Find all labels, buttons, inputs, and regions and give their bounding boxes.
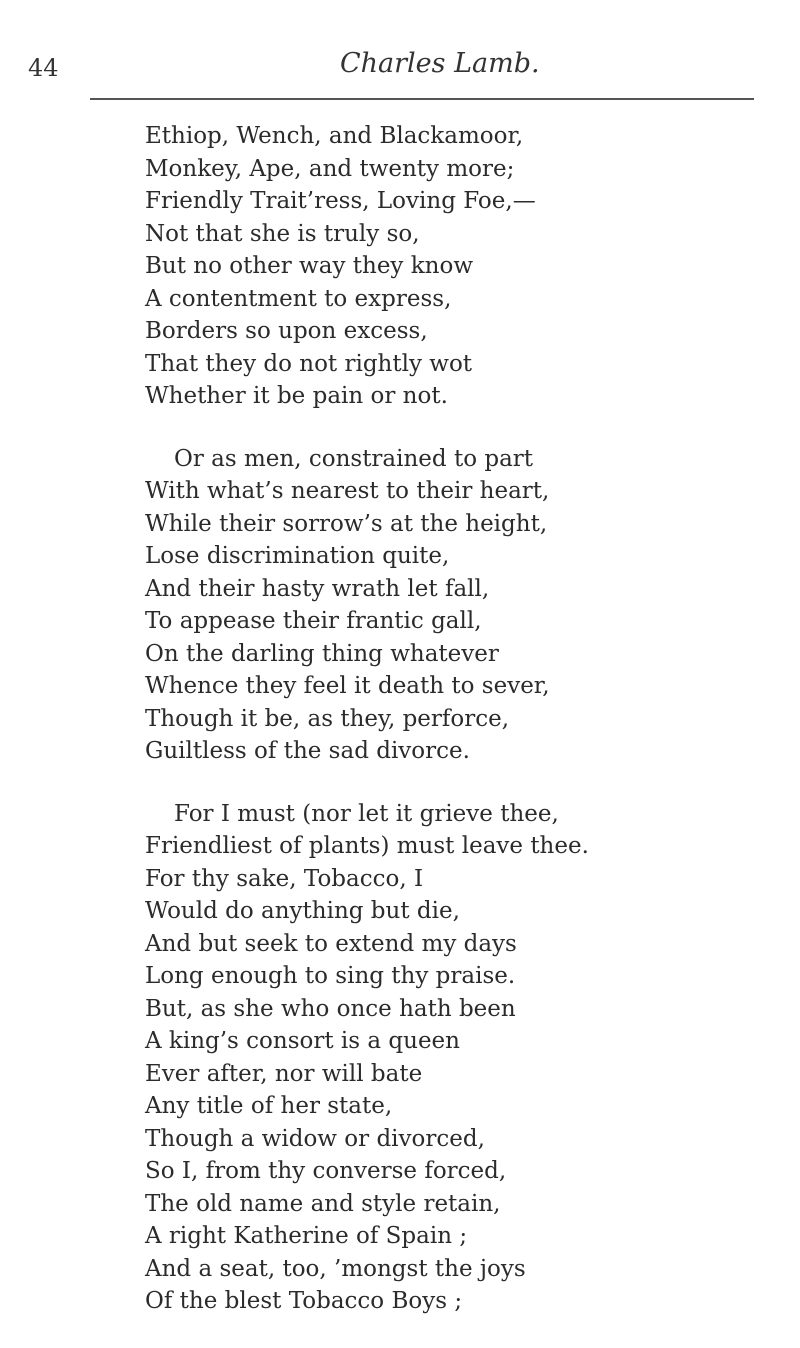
running-head: Charles Lamb. (340, 48, 540, 79)
poem-line: Borders so upon excess, (145, 318, 428, 344)
poem-line: With what’s nearest to their heart, (145, 478, 550, 504)
poem-line: And their hasty wrath let fall, (145, 575, 490, 602)
poem-line: Or as men, constrained to part (174, 445, 534, 472)
poem-line: A king’s consort is a queen (145, 1028, 460, 1054)
poem-line: Whether it be pain or not. (145, 383, 448, 409)
poem-line: On the darling thing whatever (145, 640, 499, 667)
poem-line: So I, from thy converse forced, (145, 1158, 507, 1184)
poem-line: And a seat, too, ’mongst the joys (145, 1255, 526, 1282)
poem-body (0, 120, 800, 1348)
poem-line: Long enough to sing thy praise. (145, 963, 516, 989)
poem-line: Not that she is truly so, (145, 220, 420, 247)
poem-line: Though it be, as they, perforce, (145, 705, 510, 732)
stanza-1 (0, 120, 800, 413)
poem-line: Of the blest Tobacco Boys ; (145, 1288, 463, 1314)
poem-line: Friendly Trait’ress, Loving Foe,— (145, 188, 536, 214)
stanza-2 (0, 443, 800, 768)
poem-line: Ever after, nor will bate (145, 1060, 423, 1087)
poem-line: The old name and style retain, (145, 1190, 501, 1217)
poem-line: Guiltless of the sad divorce. (145, 738, 470, 764)
poem-line: A right Katherine of Spain ; (145, 1223, 468, 1249)
poem-line: Whence they feel it death to sever, (145, 673, 550, 699)
poem-line: Friendliest of plants) must leave thee. (145, 833, 589, 859)
poem-line: Monkey, Ape, and twenty more; (145, 155, 515, 182)
poem-line: Lose discrimination quite, (145, 543, 450, 569)
stanza-3 (0, 798, 800, 1318)
poem-line: And but seek to extend my days (145, 930, 517, 957)
header-rule (90, 98, 754, 100)
poem-line: For thy sake, Tobacco, I (145, 865, 424, 892)
page-header (0, 44, 800, 84)
poem-line: But no other way they know (145, 253, 474, 279)
page-number: 44 (28, 54, 59, 82)
poem-line: While their sorrow’s at the height, (145, 510, 548, 537)
poem-line: Ethiop, Wench, and Blackamoor, (145, 123, 524, 149)
poem-line: That they do not rightly wot (145, 350, 473, 377)
poem-line: To appease their frantic gall, (145, 608, 482, 634)
poem-line: Would do anything but die, (145, 898, 460, 924)
poem-line: But, as she who once hath been (145, 995, 516, 1022)
poem-line: Any title of her state, (145, 1093, 393, 1119)
poem-line: A contentment to express, (145, 285, 452, 312)
poem-line: Though a widow or divorced, (145, 1125, 485, 1152)
poem-line: For I must (nor let it grieve thee, (174, 800, 559, 827)
